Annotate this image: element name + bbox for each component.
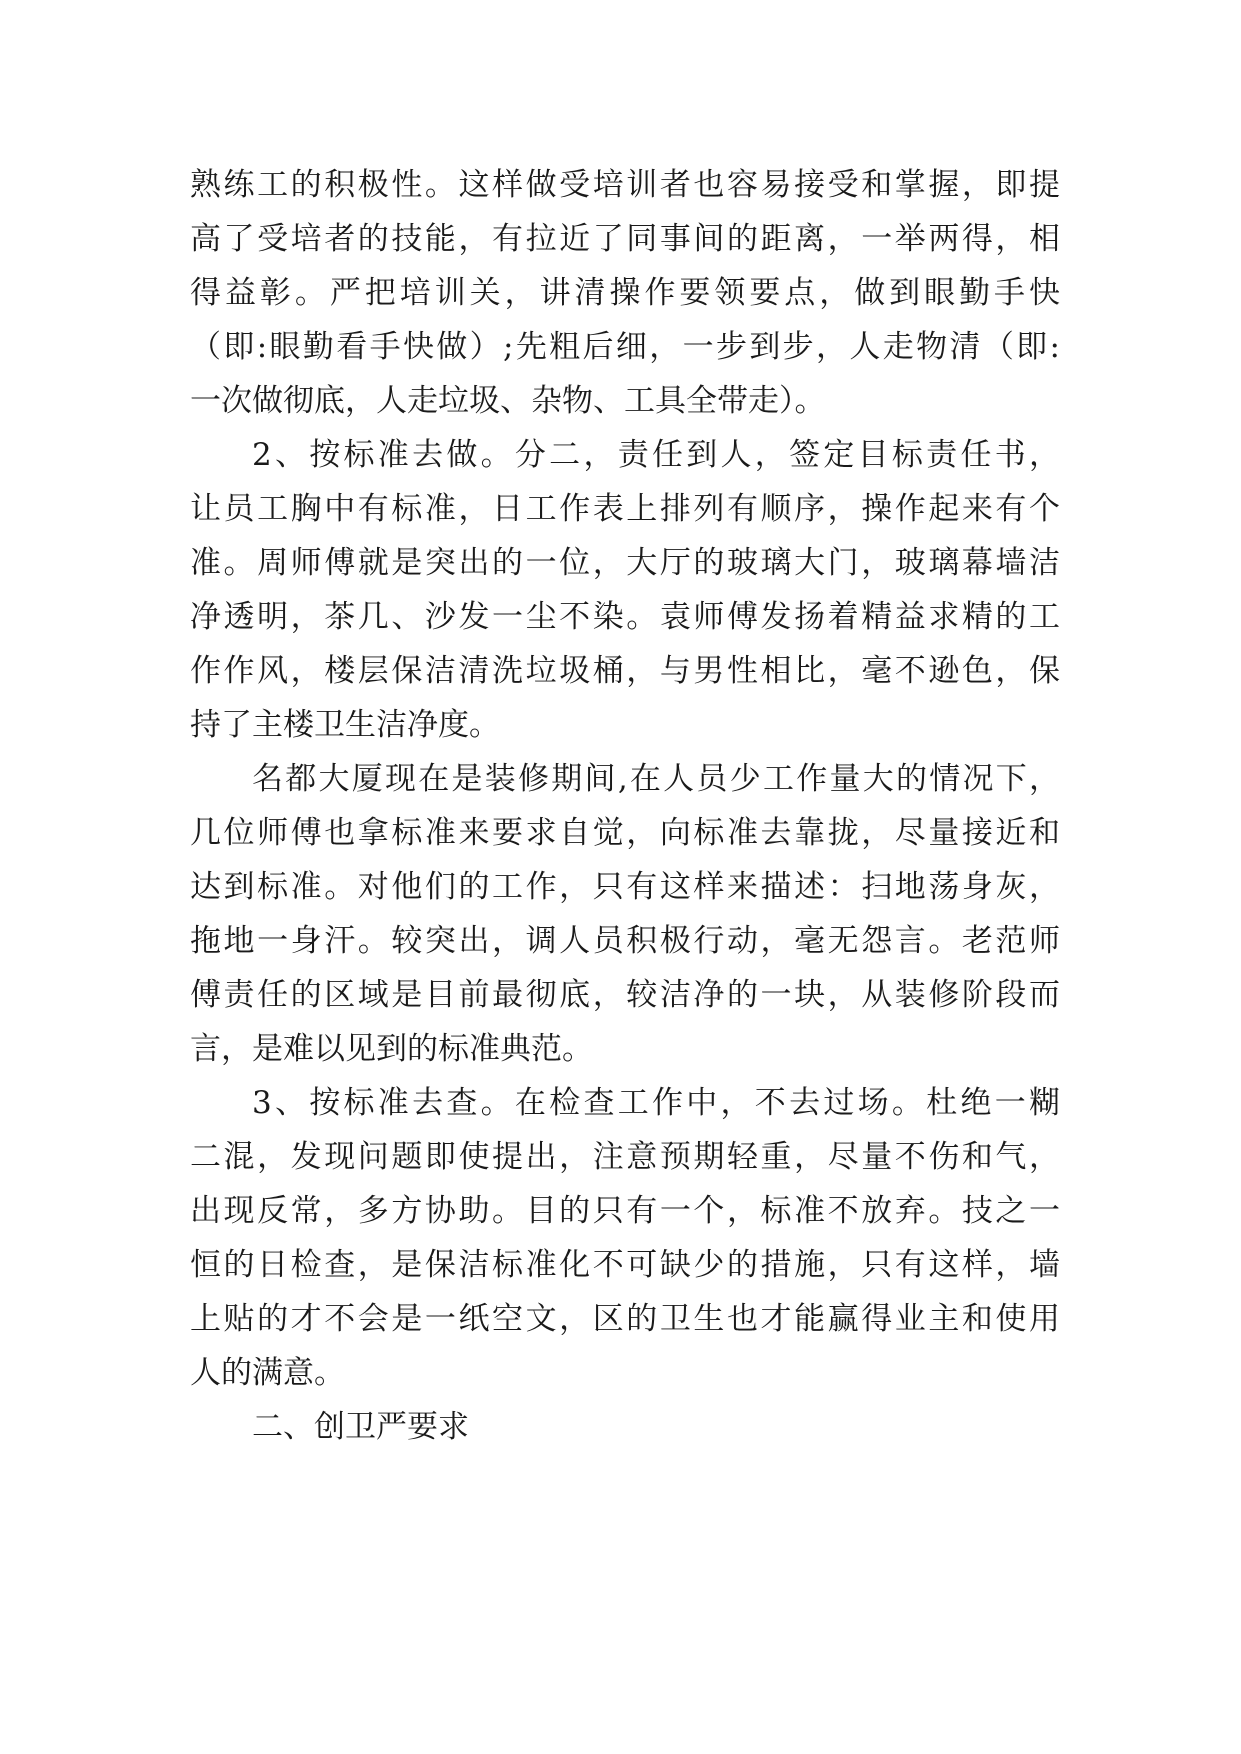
- text-line: 上贴的才不会是一纸空文，区的卫生也才能赢得业主和使用: [190, 1301, 1060, 1337]
- text-line: 持了主楼卫生洁净度。: [190, 707, 500, 743]
- text-line: 熟练工的积极性。这样做受培训者也容易接受和掌握，即提: [190, 167, 1060, 203]
- paragraph-start-line: 2、按标准去做。分二，责任到人，签定目标责任书，: [252, 437, 1060, 473]
- text-line: 傅责任的区域是目前最彻底，较洁净的一块，从装修阶段而: [190, 977, 1060, 1013]
- section-heading: 二、创卫严要求: [252, 1409, 469, 1445]
- paragraph-start-line: 名都大厦现在是装修期间,在人员少工作量大的情况下，: [252, 761, 1060, 797]
- text-line: 让员工胸中有标准，日工作表上排列有顺序，操作起来有个: [190, 491, 1060, 527]
- body-text: [190, 158, 1060, 1454]
- text-line: 作作风，楼层保洁清洗垃圾桶，与男性相比，毫不逊色，保: [190, 653, 1060, 689]
- text-line: 准。周师傅就是突出的一位，大厅的玻璃大门，玻璃幕墙洁: [190, 545, 1060, 581]
- text-line: 拖地一身汗。较突出，调人员积极行动，毫无怨言。老范师: [190, 923, 1060, 959]
- text-line: 二混，发现问题即使提出，注意预期轻重，尽量不伤和气，: [190, 1139, 1060, 1175]
- text-line: 高了受培者的技能，有拉近了同事间的距离，一举两得，相: [190, 221, 1060, 257]
- text-line: 出现反常，多方协助。目的只有一个，标准不放弃。技之一: [190, 1193, 1060, 1229]
- text-line: 净透明，茶几、沙发一尘不染。袁师傅发扬着精益求精的工: [190, 599, 1060, 635]
- text-line: （即:眼勤看手快做）;先粗后细，一步到步，人走物清（即:: [190, 329, 1060, 365]
- text-line: 人的满意。: [190, 1355, 345, 1391]
- text-line: 恒的日检查，是保洁标准化不可缺少的措施，只有这样，墙: [190, 1247, 1060, 1283]
- text-line: 一次做彻底，人走垃圾、杂物、工具全带走）。: [190, 383, 826, 419]
- text-line: 得益彰。严把培训关，讲清操作要领要点，做到眼勤手快: [190, 275, 1060, 311]
- text-line: 达到标准。对他们的工作，只有这样来描述：扫地荡身灰，: [190, 869, 1060, 905]
- paragraph-start-line: 3、按标准去查。在检查工作中，不去过场。杜绝一糊: [252, 1085, 1060, 1121]
- text-line: 几位师傅也拿标准来要求自觉，向标准去靠拢，尽量接近和: [190, 815, 1060, 851]
- text-line: 言，是难以见到的标准典范。: [190, 1031, 593, 1067]
